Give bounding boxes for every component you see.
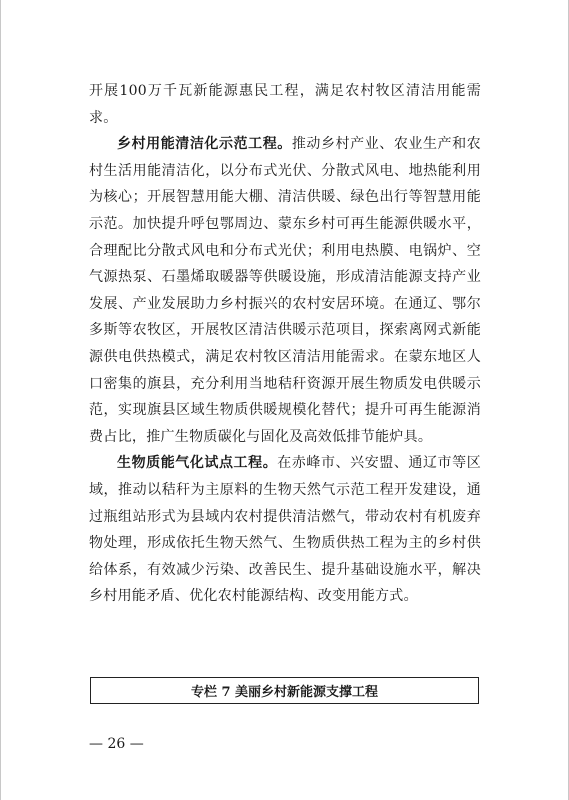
page-number: — 26 —: [89, 736, 144, 752]
paragraph-1-text: 开展100万千瓦新能源惠民工程，满足农村牧区清洁用能需求。: [89, 83, 481, 126]
paragraph-2: [89, 131, 481, 450]
column-box-title-text: 专栏 7 美丽乡村新能源支撑工程: [190, 685, 379, 700]
paragraph-2-heading: 乡村用能清洁化示范工程。: [117, 136, 292, 153]
paragraph-3: [89, 450, 481, 610]
paragraph-3-heading: 生物质能气化试点工程。: [117, 455, 278, 472]
body-text: [89, 78, 481, 610]
paragraph-1: [89, 78, 481, 131]
paragraph-3-text: 在赤峰市、兴安盟、通辽市等区域，推动以秸秆为主原料的生物天然气示范工程开发建设，通过瓶组站形式为县域内农村提供清洁燃气，带动农村有机废弃物处理，形成依托生物天然气、生物质供热工程为主的乡村供给体系，有效减少污染、改善民生、提升基础设施水平，解决乡村用能矛盾、优化农村能源结构、改变用能方式。: [89, 455, 481, 605]
column-box-title: [90, 677, 479, 704]
paragraph-2-text: 推动乡村产业、农业生产和农村生活用能清洁化，以分布式光伏、分散式风电、地热能利用为核心；开展智慧用能大棚、清洁供暖、绿色出行等智慧用能示范。加快提升呼包鄂周边、蒙东乡村可再生能源供暖水平，合理配比分散式风电和分布式光伏；利用电热膜、电锅炉、空气源热泵、石墨烯取暖器等供暖设施，形成清洁能源支持产业发展、产业发展助力乡村振兴的农村安居环境。在通辽、鄂尔多斯等农牧区，开展牧区清洁供暖示范项目，探索离网式新能源供电供热模式，满足农村牧区清洁用能需求。在蒙东地区人口密集的旗县，充分利用当地秸秆资源开展生物质发电供暖示范，实现旗县区域生物质供暖规模化替代；提升可再生能源消费占比，推广生物质碳化与固化及高效低排节能炉具。: [89, 136, 481, 445]
